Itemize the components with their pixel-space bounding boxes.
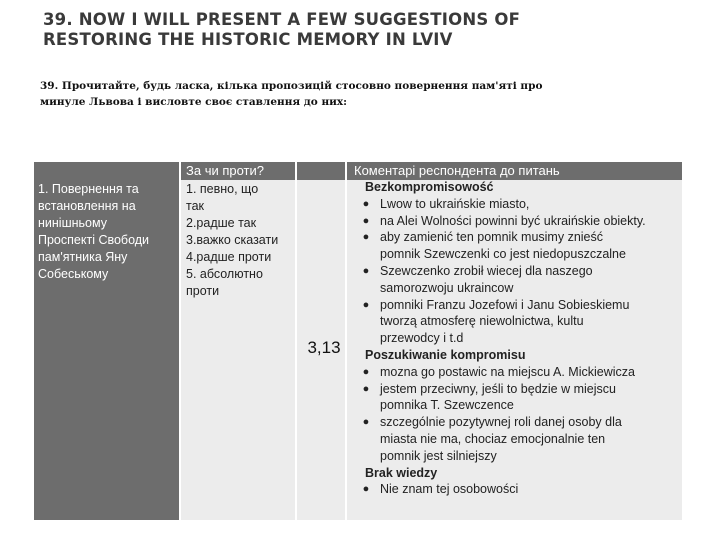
comment-line: Nie znam tej osobowości xyxy=(380,482,519,497)
scale-line: так xyxy=(186,199,205,213)
column-divider xyxy=(179,162,181,520)
comment-item xyxy=(352,297,682,347)
comment-item xyxy=(352,414,682,464)
comment-line: pomnik Szewczenki co jest niedopuszczalne xyxy=(380,247,626,262)
header-for-against: За чи проти? xyxy=(186,163,264,178)
comment-item xyxy=(352,213,682,230)
header-comments: Коментарі респондента до питань xyxy=(354,163,560,178)
scale-line: 3.важко сказати xyxy=(186,233,279,247)
mean-score: 3,13 xyxy=(307,338,341,357)
comment-group-heading: Poszukiwanie kompromisu xyxy=(365,347,526,362)
question-line: встановлення на xyxy=(38,199,136,213)
comment-line: mozna go postawic na miejscu A. Mickiewicza xyxy=(380,364,635,379)
comment-line: na Alei Wolności powinni być ukraińskie obiekty. xyxy=(380,213,646,228)
comment-item xyxy=(352,263,682,297)
respondent-comments xyxy=(352,179,682,498)
comment-line: pomnik jest silniejszy xyxy=(380,448,497,463)
scale-line: проти xyxy=(186,284,220,298)
comment-item xyxy=(352,229,682,263)
scale-line: 5. абсолютно xyxy=(186,267,263,281)
comment-line: przewodcy i t.d xyxy=(380,331,464,346)
comment-line: szczególnie pozytywnej roli danej osoby dla xyxy=(380,415,622,430)
comment-line: pomniki Franzu Jozefowi i Janu Sobieskiemu xyxy=(380,297,630,312)
bullet-dot-icon: ● xyxy=(362,231,370,244)
question-line: Собеському xyxy=(38,267,109,281)
scale-line: 2.радше так xyxy=(186,216,257,230)
comment-line: miasta nie ma, chociaz emocjonalnie ten xyxy=(380,431,606,446)
comment-line: aby zamienić ten pomnik musimy znieść xyxy=(380,230,603,245)
bullet-dot-icon: ● xyxy=(362,214,370,227)
comment-item xyxy=(352,364,682,381)
comment-list xyxy=(352,481,682,498)
bullet-dot-icon: ● xyxy=(362,298,370,311)
comment-item xyxy=(352,381,682,415)
slide-margin xyxy=(0,0,28,540)
scale-line: 1. певно, що xyxy=(186,182,259,196)
comment-line: samorozwoju ukraincow xyxy=(380,280,514,295)
comment-list xyxy=(352,364,682,465)
question-line: пам'ятника Яну xyxy=(38,250,128,264)
comment-group-heading: Bezkompromisowość xyxy=(365,180,494,194)
bullet-dot-icon: ● xyxy=(362,197,370,210)
slide-subtitle: 39. Прочитайте, будь ласка, кілька пропозицій стосовно повернення пам'яті про минуле Львова і висловте своє ставлення до них: xyxy=(40,80,543,108)
comment-line: jestem przeciwny, jeśli to będzie w miejscu xyxy=(380,381,616,396)
scale-line: 4.радше проти xyxy=(186,250,272,264)
bullet-dot-icon: ● xyxy=(362,382,370,395)
comment-line: tworzą atmosferę niewolnictwa, kultu xyxy=(380,314,584,329)
comment-group-heading: Brak wiedzy xyxy=(365,465,438,480)
comment-item xyxy=(352,481,682,498)
slide-title: 39. NOW I WILL PRESENT A FEW SUGGESTIONS OF RESTORING THE HISTORIC MEMORY IN LVIV xyxy=(43,10,521,49)
bullet-dot-icon: ● xyxy=(362,365,370,378)
question-line: Проспекті Свободи xyxy=(38,233,150,247)
comment-line: Lwow to ukraińskie miasto, xyxy=(380,196,530,211)
comment-item xyxy=(352,196,682,213)
question-line: 1. Повернення та xyxy=(38,182,139,196)
question-text xyxy=(38,181,178,283)
bullet-dot-icon: ● xyxy=(362,264,370,277)
question-line: нинішньому xyxy=(38,216,107,230)
survey-table xyxy=(34,162,684,520)
bullet-dot-icon: ● xyxy=(362,483,370,496)
comment-list xyxy=(352,196,682,347)
comment-line: Szewczenko zrobił wiecej dla naszego xyxy=(380,263,593,278)
bullet-dot-icon: ● xyxy=(362,416,370,429)
comment-line: pomnika T. Szewczence xyxy=(380,398,514,413)
answer-scale xyxy=(186,181,296,300)
